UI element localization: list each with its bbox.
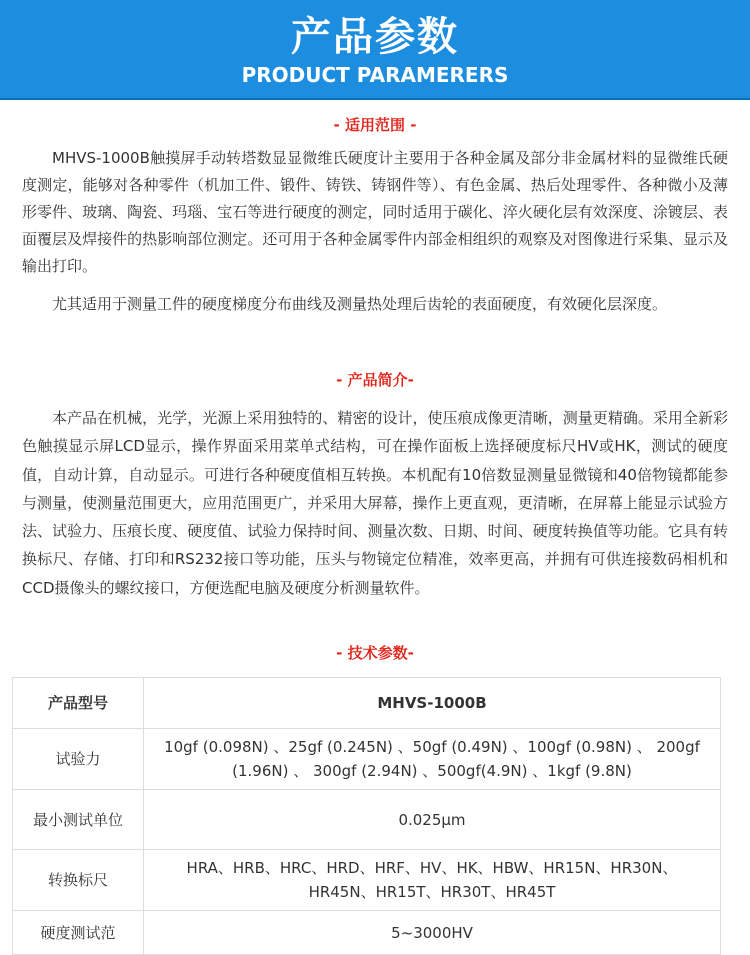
row-key-cell: 硬度测试范 [13,911,144,955]
header-banner [0,0,750,100]
row-key-cell: 试验力 [13,729,144,790]
row-key-cell: 最小测试单位 [13,790,144,850]
banner-title-cn: 产品参数 [291,14,459,60]
table-header-row [13,678,721,729]
row-value-cell: HRA、HRB、HRC、HRD、HRF、HV、HK、HBW、HR15N、HR30N、HR45N、HR15T、HR30T、HR45T [144,850,721,911]
specs-title: - 技术参数- [336,644,414,662]
specs-table [12,677,721,955]
scope-title: - 适用范围 - [333,116,417,134]
intro-section [0,366,750,602]
scope-paragraph-1: MHVS-1000B触摸屏手动转塔数显显微维氏硬度计主要用于各种金属及部分非金属材料的显微维氏硬度测定，能够对各种零件（机加工件、锻件、铸铁、铸钢件等）、有色金属、热后处理零件、各种微小及薄形零件、玻璃、陶瓷、玛瑙、宝石等进行硬度的测定，同时适用于碳化、淬火硬化层有效深度、涂镀层、表面覆层及焊接件的热影响部位测定。还可用于各种金属零件内部金相组织的观察及对图像进行采集、显示及输出打印。 [22,149,728,275]
row-value-cell: 10gf (0.098N) 、25gf (0.245N) 、50gf (0.49N) 、100gf (0.98N) 、 200gf (1.96N) 、 300gf (2.94N) 、500gf(4.9N) 、1kgf (9.8N) [144,729,721,790]
header-value-cell: MHVS-1000B [144,678,721,729]
specs-section [0,640,750,955]
row-key-cell: 转换标尺 [13,850,144,911]
scope-section [0,112,750,318]
banner-title-en: PRODUCT PARAMERERS [241,63,509,87]
row-value-cell: 5~3000HV [144,911,721,955]
row-value-cell: 0.025μm [144,790,721,850]
header-key-cell: 产品型号 [13,678,144,729]
table-row [13,790,721,850]
table-row [13,850,721,911]
scope-paragraph-2: 尤其适用于测量工件的硬度梯度分布曲线及测量热处理后齿轮的表面硬度，有效硬化层深度。 [52,295,668,313]
table-row [13,729,721,790]
table-row [13,911,721,955]
intro-paragraph: 本产品在机械，光学，光源上采用独特的、精密的设计，使压痕成像更清晰，测量更精确。采用全新彩色触摸显示屏LCD显示，操作界面采用菜单式结构，可在操作面板上选择硬度标尺HV或HK，测试的硬度值，自动计算，自动显示。可进行各种硬度值相互转换。本机配有10倍数显测量显微镜和40倍物镜都能参与测量，使测量范围更大，应用范围更广，并采用大屏幕，操作上更直观，更清晰，在屏幕上能显示试验方法、试验力、压痕长度、硬度值、试验力保持时间、测量次数、日期、时间、硬度转换值等功能。它具有转换标尺、存储、打印和RS232接口等功能，压头与物镜定位精准，效率更高，并拥有可供连接数码相机和CCD摄像头的螺纹接口，方便选配电脑及硬度分析测量软件。 [22,409,728,597]
intro-title: - 产品简介- [336,371,414,389]
